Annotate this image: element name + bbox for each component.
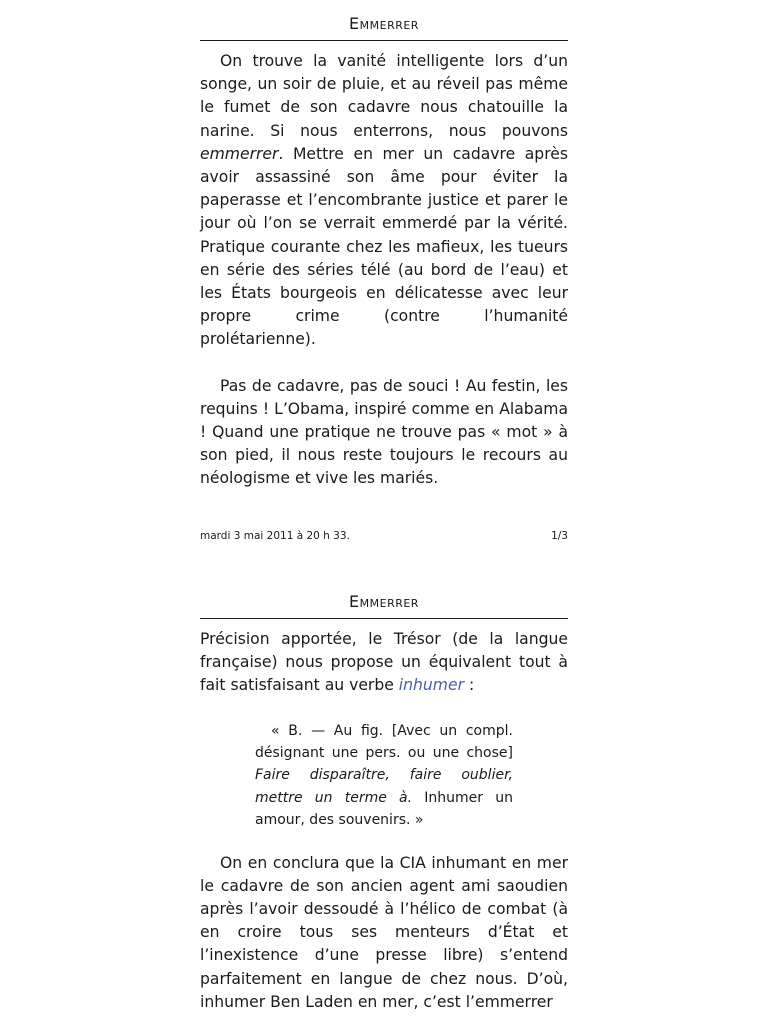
quote-block: « B. — Au fig. [Avec un compl. désignant une pers. ou une chose] Faire disparaître, faire oublier, mettre un terme à. Inhumer un amour, des souvenirs. » [255,722,513,829]
running-head: Emmerrer [200,592,568,619]
paragraph-1: On trouve la vanité intelligente lors d’un songe, un soir de pluie, et au réveil pas même le fumet de son cadavre nous chatouille la narine. Si nous enterrons, nous pouvons emmerrer. Mettre en mer un cadavre après avoir assassiné son âme pour éviter la paperasse et l’encombrante justice et parer le jour où l’on se verrait emmerdé par la vérité. Pratique courante chez les mafieux, les tueurs en série des séries télé (au bord de l’eau) et les États bourgeois en délicatesse avec leur propre crime (contre l’humanité prolétarienne). [200,52,568,349]
footer-date: mardi 3 mai 2011 à 20 h 33. [200,530,350,542]
page-number: 1/3 [551,530,568,542]
inhumer-link[interactable]: inhumer [398,676,464,695]
italic-word: emmerrer [200,144,279,163]
paragraph-2: Pas de cadavre, pas de souci ! Au festin, les requins ! L’Obama, inspiré comme en Alabama ! Quand une pratique ne trouve pas « mot » à son pied, il nous reste toujours le recours au néologisme et vive les mariés. [200,376,568,488]
page-2 [200,592,568,1014]
paragraph-2: On en conclura que la CIA inhumant en mer le cadavre de son ancien agent ami saoudien après l’avoir dessoudé à l’hélico de combat (à en croire tous ses menteurs d’État et l’inexistence d’une presse libre) s’entend parfaitement en langue de chez nous. D’où, inhumer Ben Laden en mer, c’est l’emmerrer [200,853,568,1011]
page-1 [200,14,568,491]
paragraph-1: Précision apportée, le Trésor (de la langue française) nous propose un équivalent tout à fait satisfaisant au verbe inhumer : [200,630,568,695]
page-footer [200,530,568,542]
running-head: Emmerrer [200,14,568,41]
